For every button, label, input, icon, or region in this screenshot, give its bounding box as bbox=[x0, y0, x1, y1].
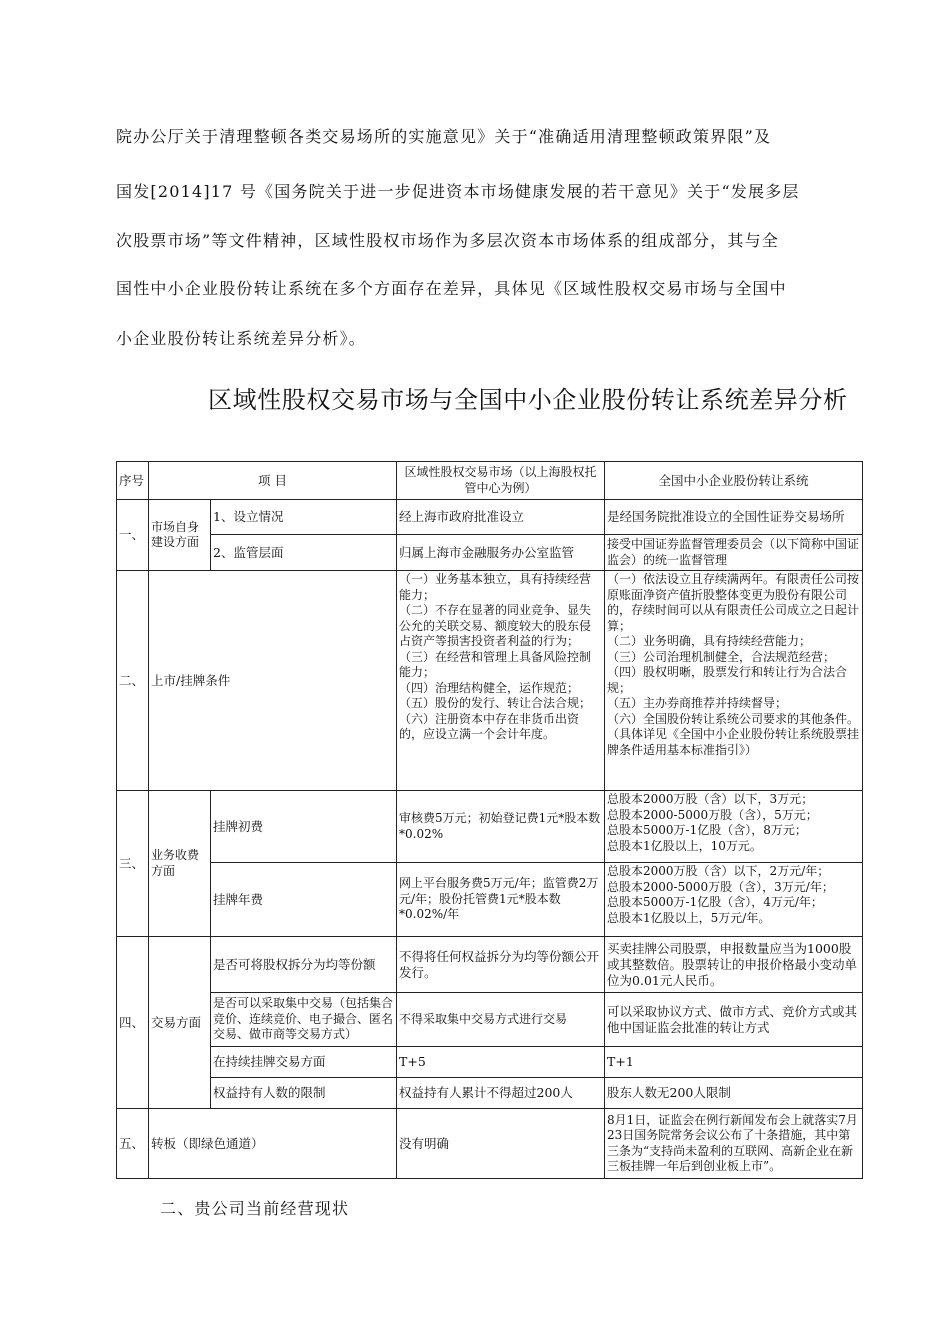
table-row bbox=[117, 500, 863, 535]
fee-line: 总股本5000万-1亿股（含），8万元； bbox=[607, 823, 807, 837]
s3-r2-regional: 网上平台服务费5万元/年；监管费2万元/年；股份托管费1元*股本数*0.02%/年 bbox=[397, 863, 605, 937]
table-title: 区域性股权交易市场与全国中小企业股份转让系统差异分析 bbox=[208, 386, 848, 414]
fee-line: 总股本2000-5000万股（含），3万元/年； bbox=[607, 879, 834, 894]
fee-line: 总股本5000万-1亿股（含），4万元/年； bbox=[607, 895, 823, 909]
intro-line-2: 国发[2014]17 号《国务院关于进一步促进资本市场健康发展的若干意见》关于“发展多层 bbox=[116, 182, 800, 201]
section-5-category: 转板（即绿色通道） bbox=[149, 1109, 397, 1179]
section-2-category: 上市/挂牌条件 bbox=[149, 571, 397, 791]
s1-r1-item: 1、设立情况 bbox=[211, 500, 397, 535]
s2-regional-line: （三）在经营和管理上具备风险控制能力； bbox=[399, 649, 592, 679]
fee-line: 总股本2000万股（含）以下，3万元； bbox=[607, 792, 814, 806]
table-row bbox=[117, 937, 863, 993]
section-2-no: 二、 bbox=[117, 571, 149, 791]
header-national: 全国中小企业股份转让系统 bbox=[605, 462, 863, 500]
s1-r2-item: 2、监管层面 bbox=[211, 535, 397, 571]
s2-regional-line: （六）注册资本中存在非货币出资的，应设立满一个会计年度。 bbox=[399, 711, 580, 741]
fee-line: 总股本2000万股（含）以下，2万元/年； bbox=[607, 864, 830, 878]
s4-r3-item: 在持续挂牌交易方面 bbox=[211, 1047, 397, 1078]
s4-r4-regional: 权益持有人累计不得超过200人 bbox=[397, 1078, 605, 1109]
s2-national-line: （五）主办券商推荐并持续督导； bbox=[607, 696, 788, 710]
s4-r1-national: 买卖挂牌公司股票，申报数量应当为1000股或其整数倍。股票转让的申报价格最小变动单位为0.01元人民币。 bbox=[605, 937, 863, 993]
s1-r2-regional: 归属上海市金融服务办公室监管 bbox=[397, 535, 605, 571]
s4-r1-regional: 不得将任何权益拆分为均等份额公开发行。 bbox=[397, 937, 605, 993]
table-row bbox=[117, 791, 863, 863]
table-row bbox=[117, 535, 863, 571]
section-4-category: 交易方面 bbox=[149, 937, 211, 1109]
s2-regional-line: （四）治理结构健全，运作规范； bbox=[399, 680, 580, 695]
intro-line-1: 院办公厅关于清理整顿各类交易场所的实施意见》关于“准确适用清理整顿政策界限”及 bbox=[116, 127, 772, 146]
s3-r2-national bbox=[605, 863, 863, 937]
table-row bbox=[117, 863, 863, 937]
fee-line: 总股本1亿股以上，10万元。 bbox=[607, 838, 762, 853]
s2-national-line: （四）股权明晰，股票发行和转让行为合法合规； bbox=[607, 665, 848, 695]
s5-national: 8月1日，证监会在例行新闻发布会上就落实7月23日国务院常务会议公布了十条措施，其中第三条为“支持尚未盈利的互联网、高新企业在新三板挂牌一年后到创业板上市”。 bbox=[605, 1109, 863, 1179]
s4-r3-regional: T+5 bbox=[397, 1047, 605, 1078]
table-row bbox=[117, 1078, 863, 1109]
s1-r1-regional: 经上海市政府批准设立 bbox=[397, 500, 605, 535]
s2-regional bbox=[397, 571, 605, 791]
s2-national-line: （六）全国股份转让系统公司要求的其他条件。（具体详见《全国中小企业股份转让系统股票挂牌条件适用基本标准指引》） bbox=[607, 711, 860, 757]
s4-r4-item: 权益持有人数的限制 bbox=[211, 1078, 397, 1109]
section-1-no: 一、 bbox=[117, 500, 149, 571]
table-row bbox=[117, 993, 863, 1047]
section-5-no: 五、 bbox=[117, 1109, 149, 1179]
s2-national bbox=[605, 571, 863, 791]
table-row bbox=[117, 571, 863, 791]
table-row bbox=[117, 1047, 863, 1078]
section-4-no: 四、 bbox=[117, 937, 149, 1109]
header-row bbox=[117, 462, 863, 500]
fee-line: 总股本2000-5000万股（含），5万元； bbox=[607, 807, 818, 822]
s5-regional: 没有明确 bbox=[397, 1109, 605, 1179]
s4-r4-national: 股东人数无200人限制 bbox=[605, 1078, 863, 1109]
s4-r1-item: 是否可将股权拆分为均等份额 bbox=[211, 937, 397, 993]
s2-national-line: （二）业务明确，具有持续经营能力； bbox=[607, 634, 812, 648]
s1-r2-national: 接受中国证券监督管理委员会（以下简称中国证监会）的统一监督管理 bbox=[605, 535, 863, 571]
s4-r2-item: 是否可以采取集中交易（包括集合竞价、连续竞价、电子撮合、匿名交易、做市商等交易方式） bbox=[211, 993, 397, 1047]
s2-regional-line: （一）业务基本独立，具有持续经营能力； bbox=[399, 572, 592, 602]
s1-r1-national: 是经国务院批准设立的全国性证券交易场所 bbox=[605, 500, 863, 535]
s4-r3-national: T+1 bbox=[605, 1047, 863, 1078]
header-item: 项 目 bbox=[149, 462, 397, 500]
s2-national-line: （三）公司治理机制健全，合法规范经营； bbox=[607, 649, 836, 664]
comparison-table bbox=[116, 461, 863, 1179]
header-regional: 区域性股权交易市场（以上海股权托管中心为例） bbox=[397, 462, 605, 500]
next-section-heading: 二、贵公司当前经营现状 bbox=[160, 1199, 350, 1218]
s3-r2-item: 挂牌年费 bbox=[211, 863, 397, 937]
s4-r2-regional: 不得采取集中交易方式进行交易 bbox=[397, 993, 605, 1047]
header-no: 序号 bbox=[117, 462, 149, 500]
section-1-category: 市场自身建设方面 bbox=[149, 500, 211, 571]
intro-line-3: 次股票市场”等文件精神，区域性股权市场作为多层次资本市场体系的组成部分，其与全 bbox=[116, 231, 779, 250]
intro-line-5: 小企业股份转让系统差异分析》。 bbox=[116, 329, 367, 348]
table-row bbox=[117, 1109, 863, 1179]
s2-regional-line: （二）不存在显著的同业竞争、显失公允的关联交易、额度较大的股东侵占资产等损害投资者利益的行为； bbox=[399, 603, 592, 648]
section-3-category: 业务收费方面 bbox=[149, 791, 211, 937]
s2-regional-line: （五）股份的发行、转让合法合规； bbox=[399, 696, 592, 710]
section-3-no: 三、 bbox=[117, 791, 149, 937]
fee-line: 总股本1亿股以上，5万元/年。 bbox=[607, 910, 771, 925]
s3-r1-item: 挂牌初费 bbox=[211, 791, 397, 863]
s3-r1-regional: 审核费5万元；初始登记费1元*股本数*0.02% bbox=[397, 791, 605, 863]
intro-line-4: 国性中小企业股份转让系统在多个方面存在差异，具体见《区域性股权交易市场与全国中 bbox=[116, 279, 787, 298]
s4-r2-national: 可以采取协议方式、做市方式、竞价方式或其他中国证监会批准的转让方式 bbox=[605, 993, 863, 1047]
s3-r1-national bbox=[605, 791, 863, 863]
s2-national-line: （一）依法设立且存续满两年。有限责任公司按原账面净资产值折股整体变更为股份有限公司的，存续时间可以从有限责任公司成立之日起计算； bbox=[607, 572, 860, 633]
